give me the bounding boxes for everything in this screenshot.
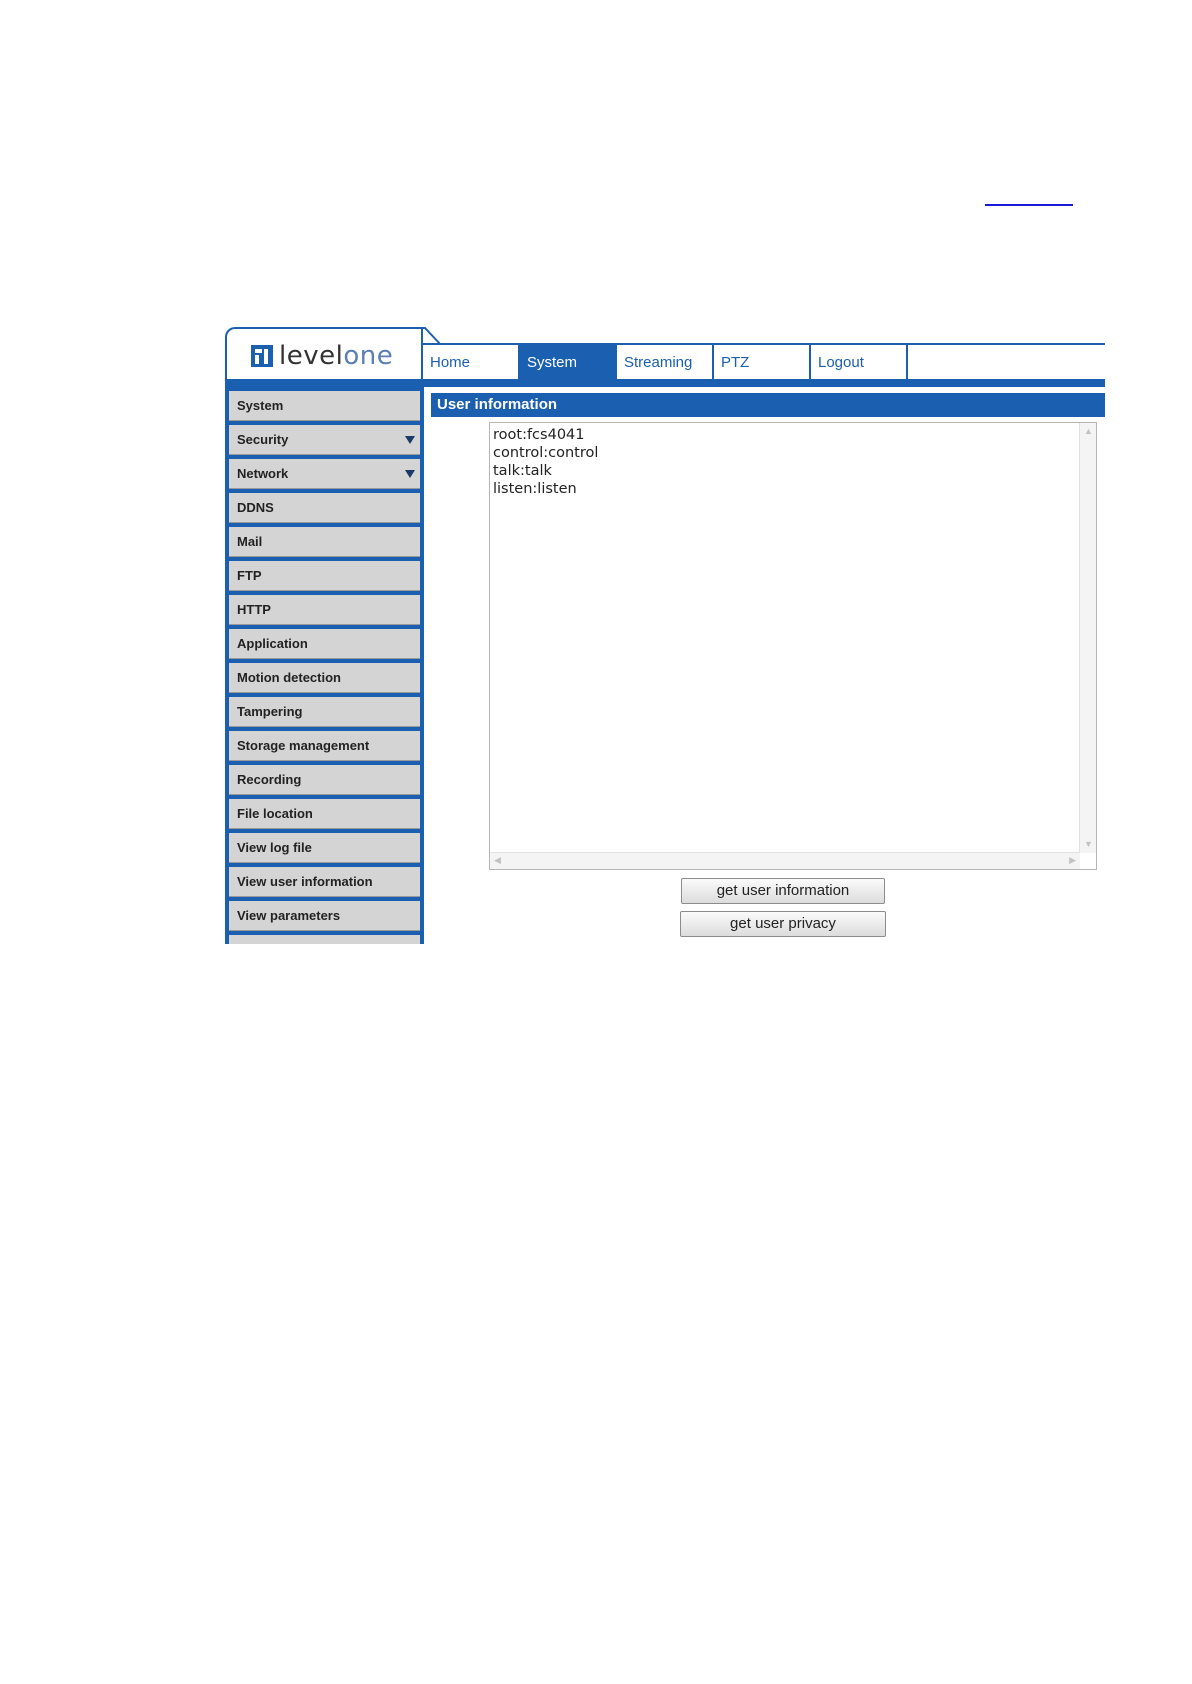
scroll-up-icon[interactable]: ▲ xyxy=(1084,426,1093,436)
header-band xyxy=(225,379,1105,387)
panel-title: User information xyxy=(431,393,1105,417)
user-info-line: root:fcs4041 xyxy=(493,427,585,443)
sidebar-item-view-parameters[interactable] xyxy=(229,901,420,931)
sidebar-item-label: Tampering xyxy=(237,704,303,719)
sidebar-item-label: Recording xyxy=(237,772,302,787)
get-user-privacy-button[interactable]: get user privacy xyxy=(680,911,886,937)
camera-web-ui xyxy=(225,327,1105,944)
sidebar-item-motion-detection[interactable] xyxy=(229,663,420,693)
sidebar-item-ftp[interactable] xyxy=(229,561,420,591)
vertical-scrollbar[interactable] xyxy=(1079,423,1096,853)
main-nav-tabs xyxy=(423,345,1105,379)
user-info-content xyxy=(493,426,598,498)
sidebar-item-label: Storage management xyxy=(237,738,370,753)
sidebar-item-label: FTP xyxy=(237,568,262,583)
chevron-down-icon xyxy=(405,436,415,444)
sidebar-item-label: File location xyxy=(237,806,313,821)
user-info-line: listen:listen xyxy=(493,481,577,497)
sidebar-menu xyxy=(225,387,424,944)
sidebar-item-tampering[interactable] xyxy=(229,697,420,727)
tab-ptz[interactable]: PTZ xyxy=(714,345,811,379)
sidebar-item-view-log-file[interactable] xyxy=(229,833,420,863)
sidebar-item-http[interactable] xyxy=(229,595,420,625)
scroll-down-icon[interactable]: ▼ xyxy=(1084,839,1093,849)
sidebar-item-cut-off[interactable] xyxy=(229,935,420,944)
sidebar-item-network[interactable] xyxy=(229,459,420,489)
tab-system[interactable]: System xyxy=(520,345,617,379)
sidebar-item-label: Mail xyxy=(237,534,263,549)
sidebar-item-mail[interactable] xyxy=(229,527,420,557)
sidebar-item-label: View user information xyxy=(237,874,373,889)
sidebar-item-view-user-information[interactable] xyxy=(229,867,420,897)
horizontal-scrollbar[interactable] xyxy=(490,852,1080,869)
get-user-information-button[interactable]: get user information xyxy=(681,878,885,904)
chevron-down-icon xyxy=(405,470,415,478)
sidebar-item-label: System xyxy=(237,398,284,413)
tab-logout[interactable]: Logout xyxy=(811,345,908,379)
sidebar-item-label: Motion detection xyxy=(237,670,341,685)
sidebar-item-file-location[interactable] xyxy=(229,799,420,829)
sidebar-item-label: Security xyxy=(237,432,289,447)
logo-tab xyxy=(225,327,423,379)
sidebar-item-security[interactable] xyxy=(229,425,420,455)
sidebar-item-recording[interactable] xyxy=(229,765,420,795)
sidebar-item-label: HTTP xyxy=(237,602,271,617)
sidebar-item-application[interactable] xyxy=(229,629,420,659)
scroll-right-icon[interactable]: ▶ xyxy=(1069,855,1076,865)
scroll-left-icon[interactable]: ◀ xyxy=(494,855,501,865)
user-info-line: control:control xyxy=(493,445,599,461)
sidebar-item-label: Network xyxy=(237,466,289,481)
brand-name: levelone xyxy=(279,341,394,371)
sidebar-item-label: Application xyxy=(237,636,308,651)
page-link-underline xyxy=(985,204,1073,206)
levelone-logo xyxy=(251,343,393,369)
tab-streaming[interactable]: Streaming xyxy=(617,345,714,379)
tab-home[interactable]: Home xyxy=(423,345,520,379)
user-info-line: talk:talk xyxy=(493,463,552,479)
tab-bar-filler xyxy=(908,345,1105,379)
sidebar-item-system[interactable] xyxy=(229,391,420,421)
sidebar-item-label: View log file xyxy=(237,840,312,855)
levelone-mark-icon xyxy=(251,345,273,367)
sidebar-item-ddns[interactable] xyxy=(229,493,420,523)
sidebar-item-storage-management[interactable] xyxy=(229,731,420,761)
sidebar-item-label: DDNS xyxy=(237,500,274,515)
sidebar-item-label: View parameters xyxy=(237,908,341,923)
user-info-textarea[interactable] xyxy=(489,422,1097,870)
